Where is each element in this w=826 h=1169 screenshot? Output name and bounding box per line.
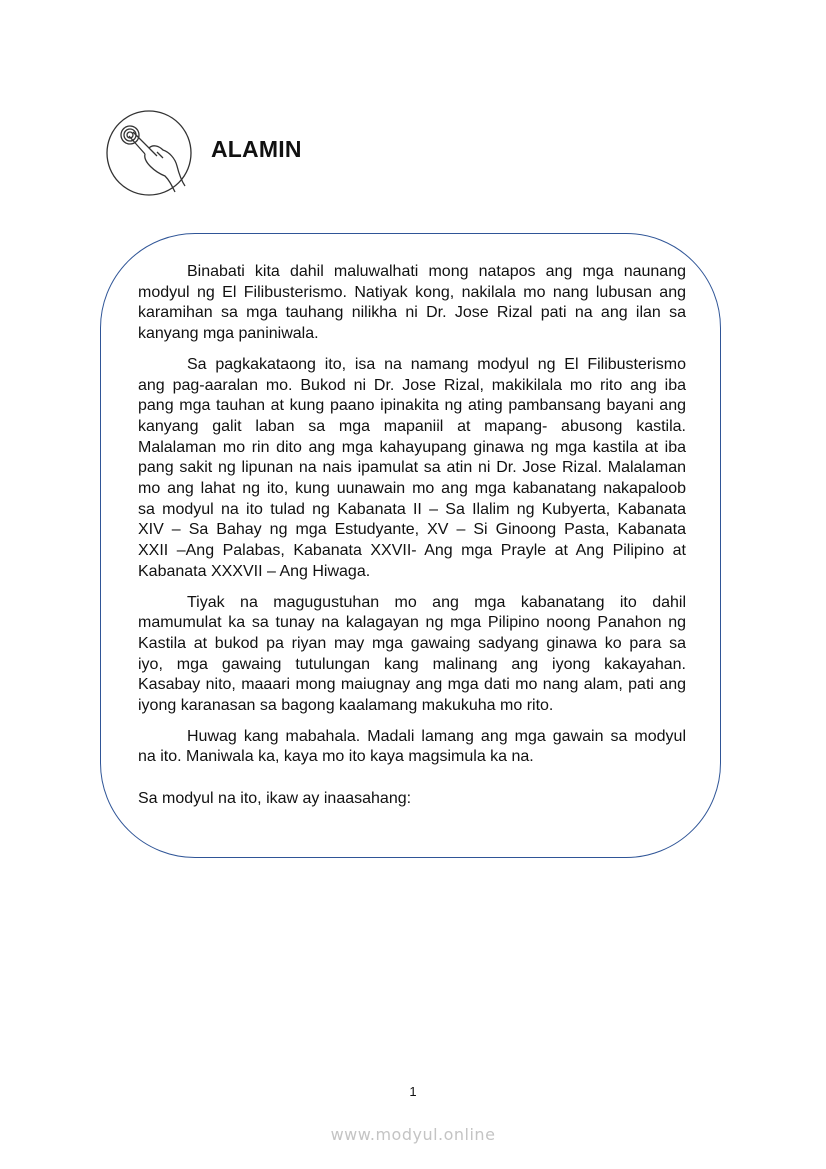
text-line: Kasabay nito, maaari mong maiugnay ang mga dati mo nang alam, pati ang — [138, 676, 686, 694]
text-line: sa modyul na ito tulad ng Kabanata II – Sa Ilalim ng Kubyerta, Kabanata — [138, 500, 686, 518]
paragraph — [138, 355, 686, 583]
text-line: Sa pagkakataong ito, isa na namang modyul ng El Filibusterismo — [187, 355, 686, 373]
body-text — [138, 262, 686, 810]
text-line: Huwag kang mabahala. Madali lamang ang mga gawain sa modyul — [187, 727, 686, 745]
text-line: iyong karanasan sa bagong kaalamang makukuha mo rito. — [138, 697, 554, 715]
paragraph — [138, 262, 686, 345]
text-line: XXII –Ang Palabas, Kabanata XXVII- Ang mga Prayle at Ang Pilipino at — [138, 542, 686, 560]
watermark: www.modyul.online — [330, 1125, 496, 1144]
text-line: modyul ng El Filibusterismo. Natiyak kong, nakilala mo nang lubusan ang — [138, 283, 686, 301]
section-title: ALAMIN — [211, 136, 302, 162]
text-line: Tiyak na magugustuhan mo ang mga kabanatang ito dahil — [187, 593, 686, 611]
paragraph — [138, 727, 686, 768]
text-line: mamumulat ka sa tunay na kalagayan ng mga Pilipino noong Panahon ng — [138, 614, 686, 632]
text-line: Kastila at bukod pa riyan may mga gawaing sadyang ginawa ko para sa — [138, 634, 686, 652]
text-line: XIV – Sa Bahay ng mga Estudyante, XV – Si Ginoong Pasta, Kabanata — [138, 521, 686, 539]
text-line: pang sakit ng lipunan na nais ipamulat sa atin ni Dr. Jose Rizal. Malalaman — [138, 459, 686, 477]
text-line: Kabanata XXXVII – Ang Hiwaga. — [138, 562, 371, 580]
text-line: iyo, mga gawaing tutulungan kang malinang ang iyong kakayahan. — [138, 655, 686, 673]
page-number: 1 — [409, 1084, 417, 1099]
text-line: kanyang mga paniniwala. — [138, 325, 319, 343]
text-line: na ito. Maniwala ka, kaya mo ito kaya magsimula ka na. — [138, 748, 534, 766]
closing-line: Sa modyul na ito, ikaw ay inaasahang: — [138, 790, 412, 808]
hand-tap-icon — [105, 110, 195, 196]
text-line: kanyang galit laban sa mga mapaniil at mapang- abusong kastila. — [138, 417, 686, 435]
paragraph — [138, 593, 686, 717]
text-line: pang mga tauhan at kung paano ipinakita ng ating pambansang bayani ang — [138, 397, 686, 415]
text-line: mo ang lahat ng ito, kung uunawain mo ang mga kabanatang nakapaloob — [138, 480, 686, 498]
text-line: Binabati kita dahil maluwalhati mong natapos ang mga naunang — [187, 263, 686, 280]
text-line: karamihan sa mga tauhang nilikha ni Dr. Jose Rizal pati na ang ilan sa — [138, 304, 686, 322]
text-line: Malalaman mo rin dito ang mga kahayupang ginawa ng mga kastila at iba — [138, 438, 686, 456]
text-line: ang pag-aaralan mo. Bukod ni Dr. Jose Rizal, makikilala mo rito ang iba — [138, 376, 686, 394]
